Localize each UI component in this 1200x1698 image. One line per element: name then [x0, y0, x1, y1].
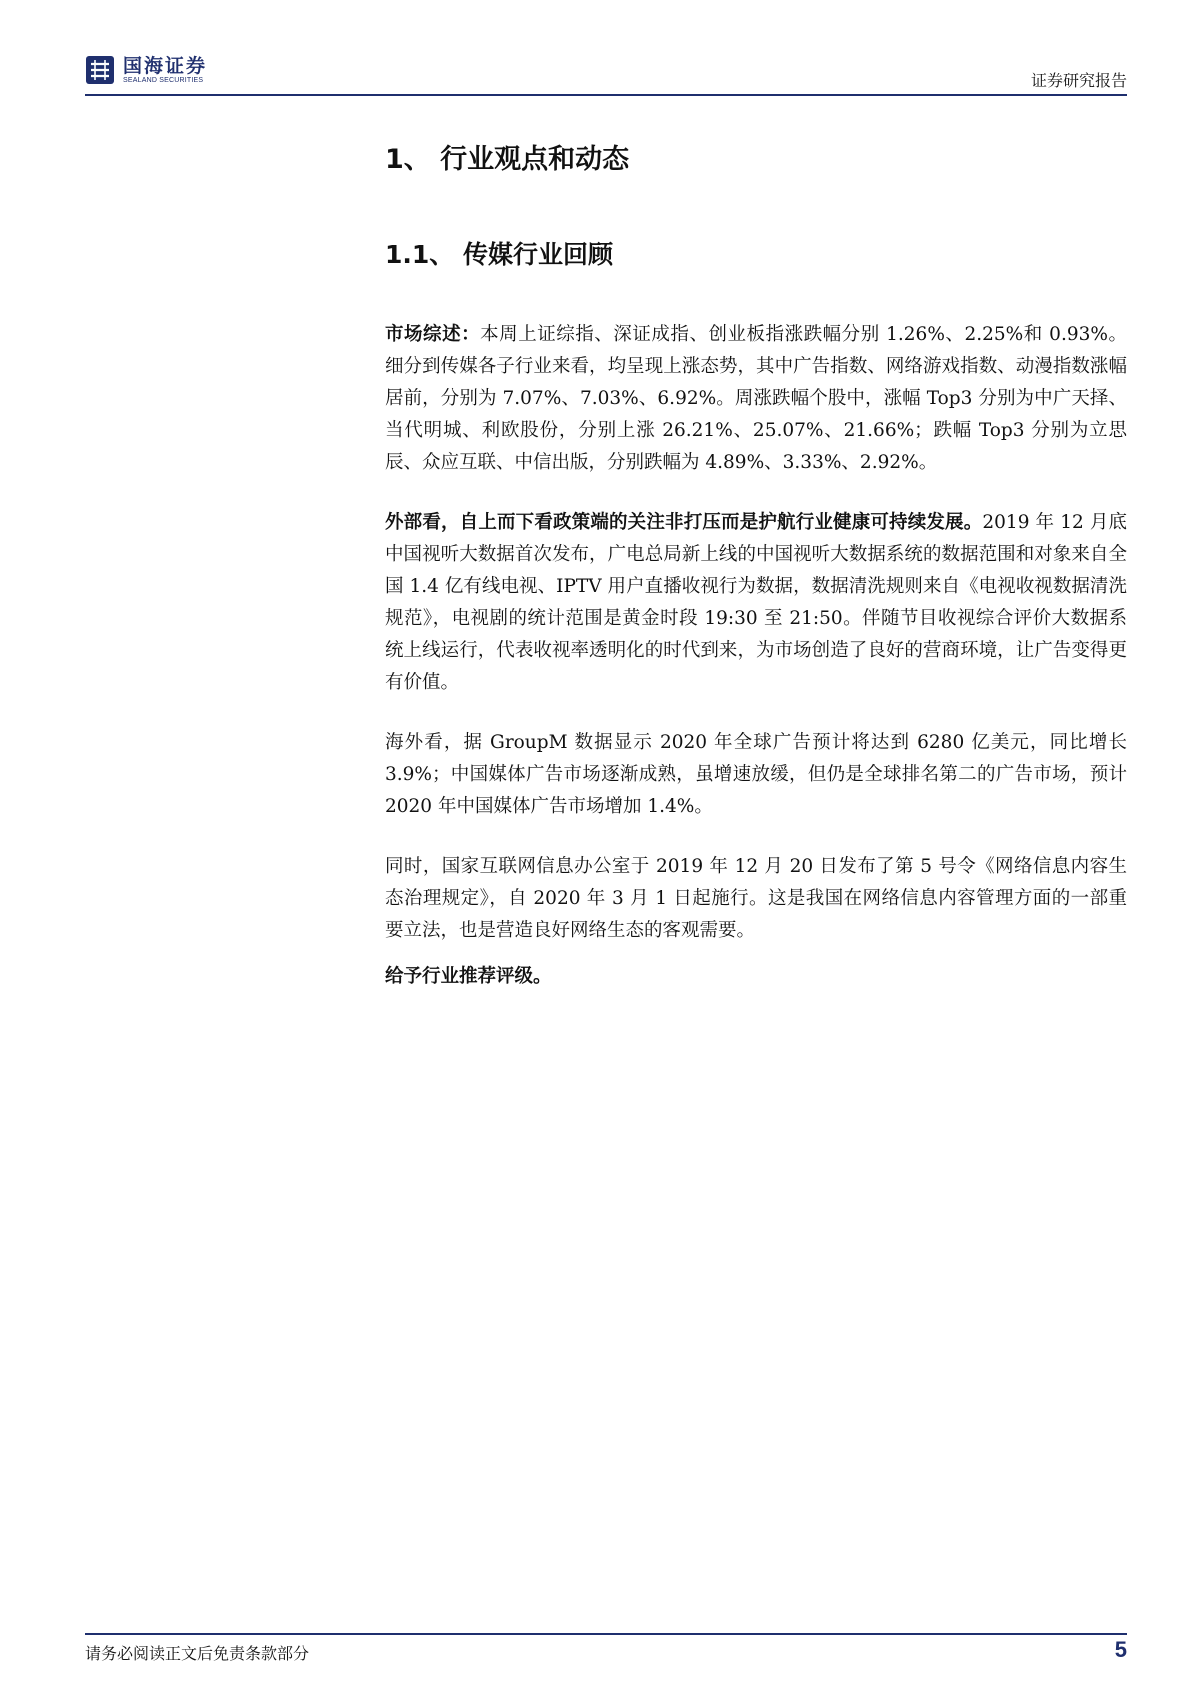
logo-chinese-name: 国海证券: [123, 54, 208, 77]
header-divider: [85, 94, 1127, 96]
paragraph-market-overview: [385, 319, 1127, 479]
sealand-logo-icon: [85, 55, 115, 85]
paragraph-rating: 给予行业推荐评级。: [385, 966, 552, 987]
paragraph-regulation: 同时，国家互联网信息办公室于 2019 年 12 月 20 日发布了第 5 号令《网络信息内容生态治理规定》，自 2020 年 3 月 1 日起施行。这是我国在网络信息内容管理方面的一部重要立法，也是营造良好网络生态的客观需要。: [385, 856, 1127, 941]
disclaimer-note: 请务必阅读正文后免责条款部分: [85, 1644, 310, 1663]
section-title: 1、 行业观点和动态: [385, 144, 630, 175]
paragraph-text: 2019 年 12 月底中国视听大数据首次发布，广电总局新上线的中国视听大数据系统的数据范围和对象来自全国 1.4 亿有线电视、IPTV 用户直播收视行为数据，数据清洗规则来自《电视收视数据清洗规范》，电视剧的统计范围是黄金时段 19:30 至 21:50。伴随节目收视综合评价大数据系统上线运行，代表收视率透明化的时代到来，为市场创造了良好的营商环境，让广告变得更有价值。: [385, 512, 1127, 693]
subsection-title: 1.1、 传媒行业回顾: [385, 240, 613, 269]
paragraph-lead: 市场综述：: [385, 324, 481, 345]
main-content: [385, 140, 1127, 993]
paragraph-overseas: 海外看，据 GroupM 数据显示 2020 年全球广告预计将达到 6280 亿美元，同比增长 3.9%；中国媒体广告市场逐渐成熟，虽增速放缓，但仍是全球排名第二的广告市场，预计 2020 年中国媒体广告市场增加 1.4%。: [385, 732, 1127, 817]
footer-divider: [85, 1633, 1127, 1635]
document-type-label: 证券研究报告: [1030, 71, 1127, 90]
paragraph-lead: 外部看，自上而下看政策端的关注非打压而是护航行业健康可持续发展。: [385, 512, 983, 533]
logo-english-name: SEALAND SECURITIES: [123, 76, 204, 84]
page-header: [85, 52, 1127, 92]
page-number: 5: [1114, 1637, 1127, 1662]
paragraph-text: 本周上证综指、深证成指、创业板指涨跌幅分别 1.26%、2.25%和 0.93%。细分到传媒各子行业来看，均呈现上涨态势，其中广告指数、网络游戏指数、动漫指数涨幅居前，分别为 7.07%、7.03%、6.92%。周涨跌幅个股中，涨幅 Top3 分别为中广天择、当代明城、利欧股份，分别上涨 26.21%、25.07%、21.66%；跌幅 Top3 分别为立思辰、众应互联、中信出版，分别跌幅为 4.89%、3.33%、2.92%。: [385, 324, 1127, 473]
paragraph-domestic-policy: [385, 507, 1127, 699]
company-logo: [85, 52, 207, 88]
